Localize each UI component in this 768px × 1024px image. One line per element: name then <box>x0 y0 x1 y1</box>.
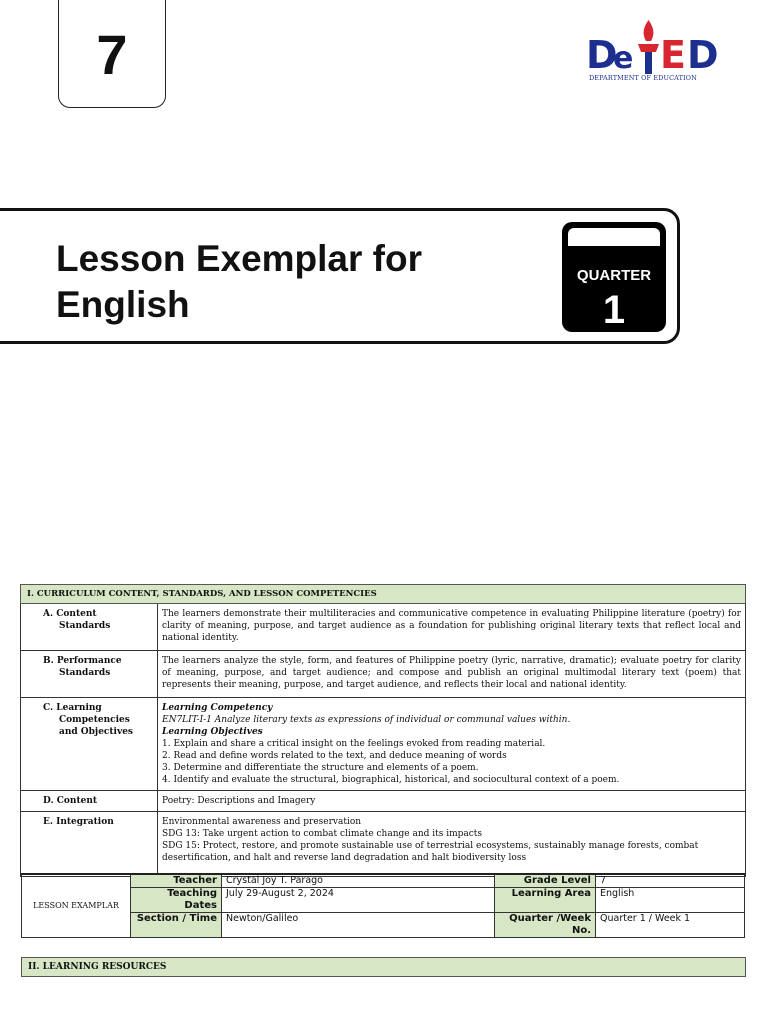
row-content: Environmental awareness and preservation SDG 13: Take urgent action to combat climate change and its impacts SDG 15: Protect, restore, and promote sustainable use of terrestrial ecosystems, sustainably manage forests, combat desertification, and halt and reverse land degradation and halt biodiversity loss <box>158 812 746 877</box>
svg-text:E: E <box>660 33 686 76</box>
learning-area-label: Learning Area <box>495 888 596 913</box>
objective-item: 1. Explain and share a critical insight on the feelings evoked from reading material. <box>162 739 546 749</box>
grade-number-box <box>58 0 166 108</box>
table-row <box>21 791 746 812</box>
deped-logo-mark <box>586 14 720 76</box>
grade-level-value: 7 <box>596 874 745 888</box>
row-content: The learners analyze the style, form, and features of Philippine poetry (lyric, narrative, dramatic); evaluate poetry for clarity of meaning, purpose, and target audience; and compose and publish an original multimodal literary text (poem) that represents their meaning, purpose, and target audience, and reflects their local and national identity. <box>158 651 746 698</box>
quarter-week-label: Quarter /Week No. <box>495 913 596 938</box>
competency-heading: Learning Competency <box>162 703 273 713</box>
logo-subtitle: DEPARTMENT OF EDUCATION <box>589 74 697 82</box>
table-row <box>21 812 746 877</box>
page-title: Lesson Exemplar for English <box>56 238 423 325</box>
row-label: B. Performance Standards <box>21 651 158 698</box>
table-row <box>21 604 746 651</box>
objective-item: 3. Determine and differentiate the structure and elements of a poem. <box>162 763 479 773</box>
section-time-label: Section / Time <box>131 913 222 938</box>
row-content: Poetry: Descriptions and Imagery <box>158 791 746 812</box>
objective-item: 2. Read and define words related to the text, and deduce meaning of words <box>162 751 507 761</box>
row-label: D. Content <box>21 791 158 812</box>
teaching-dates-value: July 29-August 2, 2024 <box>222 888 495 913</box>
row-label: A. Content Standards <box>21 604 158 651</box>
quarter-number: 1 <box>602 288 626 332</box>
deped-logo <box>586 14 720 86</box>
row-label: C. Learning Competencies and Objectives <box>21 698 158 791</box>
grade-level-label: Grade Level <box>495 874 596 888</box>
svg-text:D: D <box>687 33 719 76</box>
curriculum-table <box>20 584 746 877</box>
row-label: E. Integration <box>21 812 158 877</box>
quarter-label: QUARTER <box>576 267 652 284</box>
objective-item: 4. Identify and evaluate the structural, biographical, historical, and sociocultural context of a poem. <box>162 775 620 785</box>
lesson-info-table <box>21 873 745 938</box>
quarter-week-value: Quarter 1 / Week 1 <box>596 913 745 938</box>
lesson-exemplar-label: LESSON EXAMPLAR <box>22 874 131 938</box>
table-row <box>21 698 746 791</box>
svg-text:e: e <box>613 41 634 76</box>
objectives-heading: Learning Objectives <box>162 727 263 737</box>
table-row <box>21 651 746 698</box>
competency-text: EN7LIT-I-1 Analyze literary texts as expressions of individual or communal values within. <box>162 715 571 725</box>
section-time-value: Newton/Galileo <box>222 913 495 938</box>
quarter-badge <box>562 222 666 332</box>
row-content: The learners demonstrate their multiliteracies and communicative competence in evaluating Philippine literature (poetry) for clarity of meaning, purpose, and target audience as a foundation for publishing original literary texts that reflect local and national identity. <box>158 604 746 651</box>
row-content <box>158 698 746 791</box>
teacher-label: Teacher <box>131 874 222 888</box>
quarter-badge-strip <box>568 228 660 246</box>
svg-text:D: D <box>586 33 618 76</box>
section-heading: I. CURRICULUM CONTENT, STANDARDS, AND LESSON COMPETENCIES <box>21 585 746 604</box>
grade-number: 7 <box>96 22 128 86</box>
teacher-value: Crystal Joy T. Parago <box>222 874 495 888</box>
learning-area-value: English <box>596 888 745 913</box>
learning-resources-heading: II. LEARNING RESOURCES <box>22 958 746 977</box>
teaching-dates-label: Teaching Dates <box>131 888 222 913</box>
learning-resources-table <box>21 957 746 977</box>
